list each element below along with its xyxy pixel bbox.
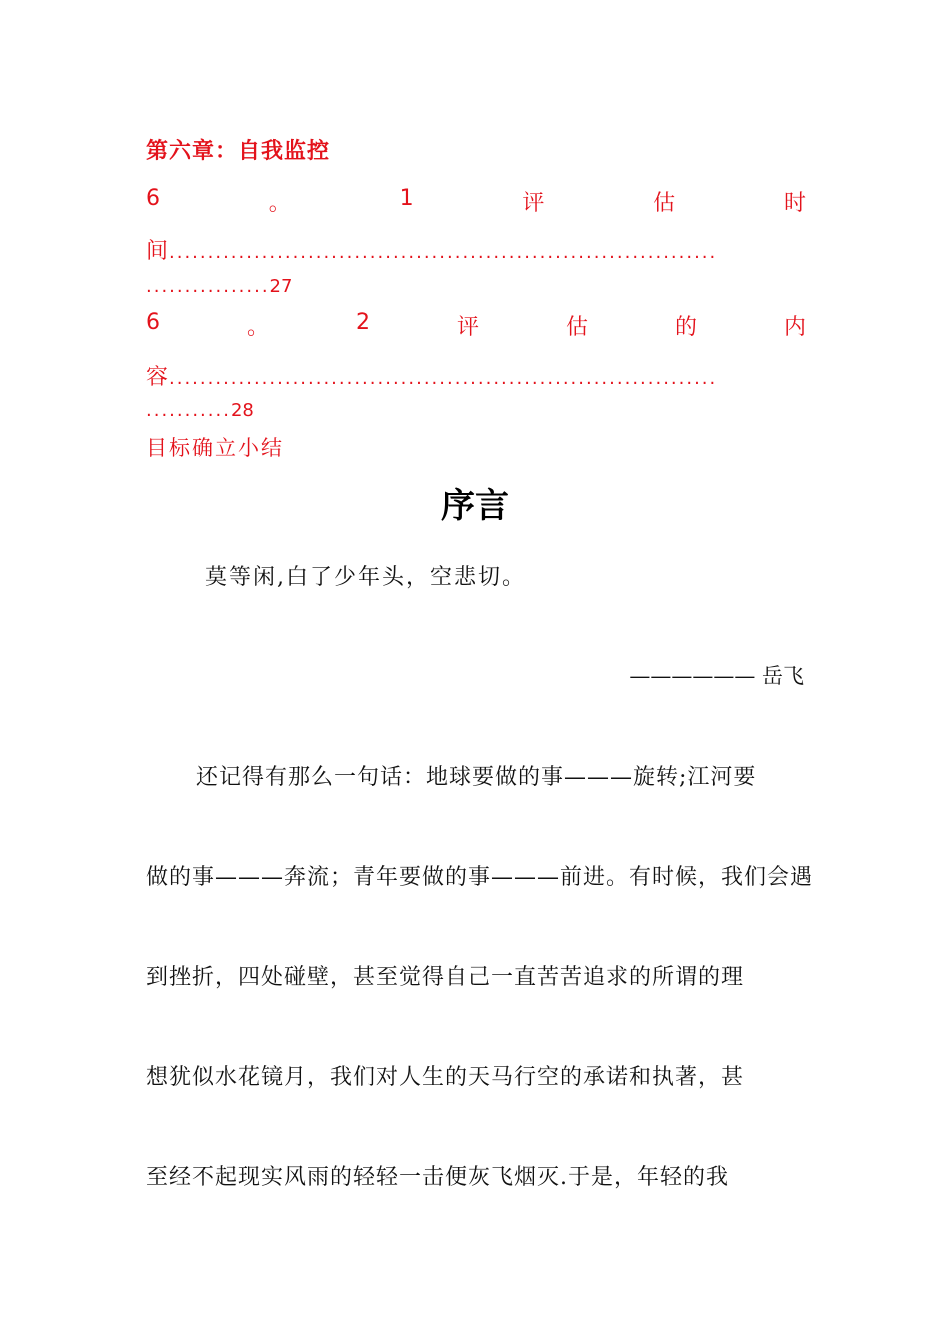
epigraph-attribution xyxy=(629,660,804,690)
page-title: 序言 xyxy=(441,486,509,526)
toc-entry-2-part: 。 xyxy=(246,315,269,340)
toc-leader-dots: ................ xyxy=(146,276,270,297)
toc-entry-1-line2[interactable] xyxy=(146,234,806,265)
toc-entry-2-part: 评 xyxy=(456,315,479,340)
toc-entry-1-part: 估 xyxy=(653,191,676,216)
toc-entry-1-line3[interactable] xyxy=(146,276,292,297)
attribution-author: 岳飞 xyxy=(762,664,804,688)
chapter-heading: 第六章：自我监控 xyxy=(146,138,331,164)
toc-leader-dots: ........... xyxy=(146,400,231,421)
paragraph-line: 想犹似水花镜月，我们对人生的天马行空的承诺和执著，甚 xyxy=(146,1065,745,1090)
toc-entry-2-part: 2 xyxy=(355,310,370,335)
toc-entry-2-page: 28 xyxy=(230,400,254,421)
toc-entry-1-part: 时 xyxy=(783,191,806,216)
toc-entry-1-line1[interactable] xyxy=(146,186,806,217)
toc-entry-1-page: 27 xyxy=(269,276,293,297)
paragraph-line: 到挫折，四处碰壁，甚至觉得自己一直苦苦追求的所谓的理 xyxy=(146,965,745,990)
toc-entry-2-line2[interactable] xyxy=(146,360,806,391)
toc-entry-1-part: 6 xyxy=(146,186,160,211)
toc-entry-2-tail: 容 xyxy=(146,365,170,390)
toc-entry-1-part: 。 xyxy=(268,191,291,216)
epigraph-quote: 莫等闲,白了少年头，空悲切。 xyxy=(205,565,526,590)
toc-summary[interactable]: 目标确立小结 xyxy=(146,436,284,460)
toc-entry-1-part: 1 xyxy=(399,186,414,211)
toc-entry-2-part: 估 xyxy=(565,315,588,340)
toc-entry-2-part: 内 xyxy=(783,315,806,340)
toc-entry-2-line3[interactable] xyxy=(146,400,254,421)
paragraph-line: 做的事———奔流；青年要做的事———前进。有时候，我们会遇 xyxy=(146,865,814,890)
toc-entry-2-part: 6 xyxy=(146,310,160,335)
toc-entry-1-tail: 间 xyxy=(146,239,170,264)
toc-entry-1-part: 评 xyxy=(522,191,545,216)
paragraph-line: 至经不起现实风雨的轻轻一击便灰飞烟灭.于是，年轻的我 xyxy=(146,1165,729,1190)
toc-leader-dots: ....................................................................... xyxy=(169,242,718,263)
toc-entry-2-part: 的 xyxy=(674,315,697,340)
toc-leader-dots: ....................................................................... xyxy=(169,368,718,389)
toc-entry-2-line1[interactable] xyxy=(146,310,806,341)
paragraph-line: 还记得有那么一句话：地球要做的事———旋转;江河要 xyxy=(196,765,757,790)
attribution-dash: —————— xyxy=(629,664,756,688)
